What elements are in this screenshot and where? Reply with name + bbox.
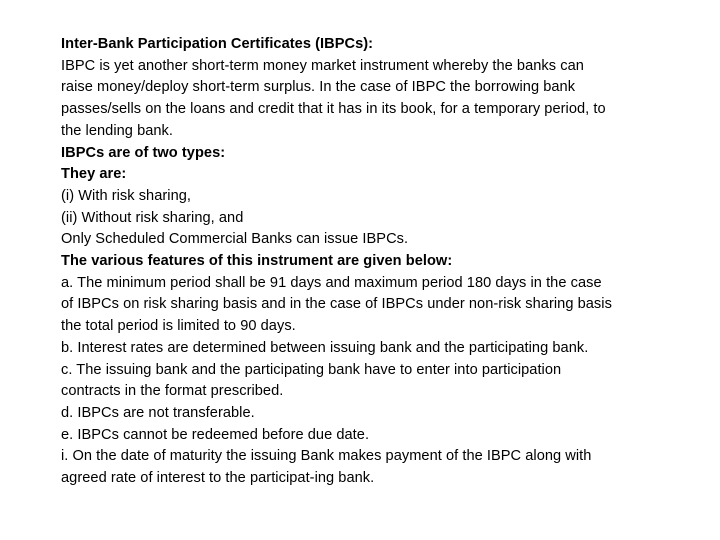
type-item: (i) With risk sharing, bbox=[61, 187, 192, 204]
feature-i-line: agreed rate of interest to the participat-ing bank. bbox=[61, 470, 375, 487]
feature-d-line: d. IBPCs are not transferable. bbox=[61, 404, 255, 421]
scheduled-banks-note: Only Scheduled Commercial Banks can issue IBPCs. bbox=[61, 231, 409, 248]
they-are-heading: They are: bbox=[61, 166, 127, 183]
feature-i-line: i. On the date of maturity the issuing Bank makes payment of the IBPC along with bbox=[61, 448, 592, 465]
intro-line: the lending bank. bbox=[61, 122, 174, 139]
feature-c-line: c. The issuing bank and the participating bank have to enter into participation bbox=[61, 361, 562, 378]
intro-line: IBPC is yet another short-term money market instrument whereby the banks can bbox=[61, 57, 584, 74]
feature-a-line: the total period is limited to 90 days. bbox=[61, 318, 296, 335]
feature-c-line: contracts in the format prescribed. bbox=[61, 383, 284, 400]
intro-line: passes/sells on the loans and credit that it has in its book, for a temporary period, to bbox=[61, 101, 606, 118]
feature-a-line: a. The minimum period shall be 91 days and maximum period 180 days in the case bbox=[61, 274, 602, 291]
slide-text-body bbox=[61, 34, 701, 490]
intro-line: raise money/deploy short-term surplus. In the case of IBPC the borrowing bank bbox=[61, 79, 576, 96]
feature-e-line: e. IBPCs cannot be redeemed before due date. bbox=[61, 426, 370, 443]
types-heading: IBPCs are of two types: bbox=[61, 144, 226, 161]
document-title: Inter-Bank Participation Certificates (IBPCs): bbox=[61, 36, 374, 52]
features-heading: The various features of this instrument are given below: bbox=[61, 253, 453, 270]
type-item: (ii) Without risk sharing, and bbox=[61, 209, 244, 226]
feature-a-line: of IBPCs on risk sharing basis and in the case of IBPCs under non-risk sharing basis bbox=[61, 296, 612, 313]
feature-b-line: b. Interest rates are determined between issuing bank and the participating bank. bbox=[61, 339, 589, 356]
